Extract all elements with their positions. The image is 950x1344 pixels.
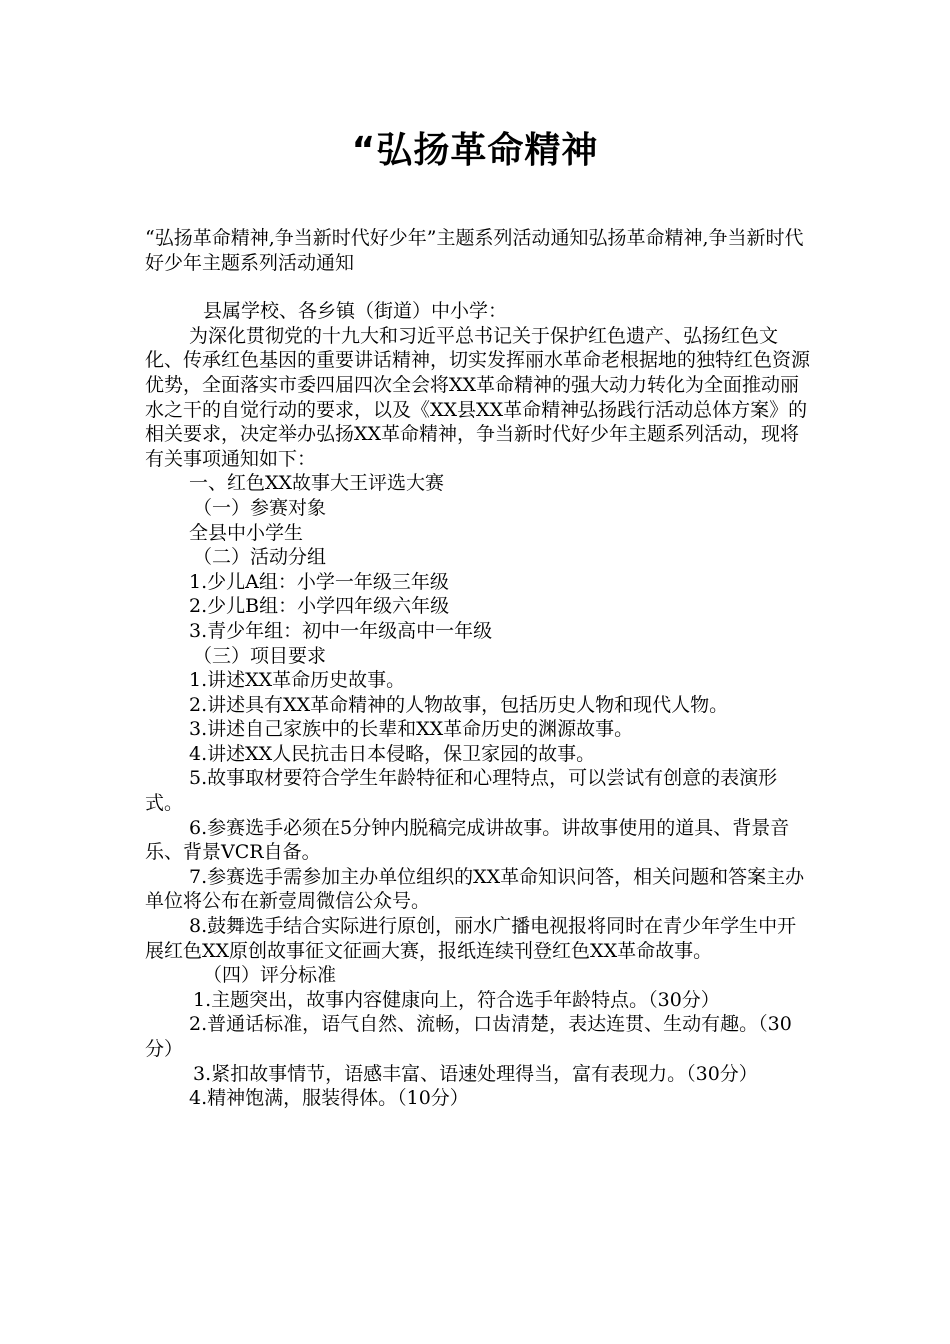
requirement-item: 8.鼓舞选手结合实际进行原创，丽水广播电视报将同时在青少年学生中开展红色XX原创故事征文征画大赛，报纸连续刊登红色XX革命故事。 <box>145 915 797 962</box>
subheading-groups: （二）活动分组 <box>193 546 327 569</box>
scoring-item: 3.紧扣故事情节，语感丰富、语速处理得当，富有表现力。（30分） <box>193 1062 758 1085</box>
scoring-item: 2.普通话标准，语气自然、流畅，口齿清楚，表达连贯、生动有趣。（30分） <box>145 1013 792 1060</box>
requirement-item: 2.讲述具有XX革命精神的人物故事，包括历史人物和现代人物。 <box>189 693 729 716</box>
subheading-scoring: （四）评分标准 <box>203 964 337 987</box>
group-item: 1.少儿A组：小学一年级三年级 <box>189 570 449 593</box>
requirement-item: 3.讲述自己家族中的长辈和XX革命历史的渊源故事。 <box>189 718 634 741</box>
salutation: 县属学校、各乡镇（街道）中小学： <box>203 300 508 323</box>
opening-paragraph: 为深化贯彻党的十九大和习近平总书记关于保护红色遗产、弘扬红色文化、传承红色基因的重要讲话精神，切实发挥丽水革命老根据地的独特红色资源优势，全面落实市委四届四次全会将XX革命精神的强大动力转化为全面推动丽水之干的自觉行动的要求，以及《XX县XX革命精神弘扬践行活动总体方案》的相关要求，决定举办弘扬XX革命精神，争当新时代好少年主题系列活动，现将有关事项通知如下： <box>145 324 811 470</box>
requirement-item: 4.讲述XX人民抗击日本侵略，保卫家园的故事。 <box>189 742 596 765</box>
group-item: 3.青少年组：初中一年级高中一年级 <box>189 619 493 642</box>
subheading-participants: （一）参赛对象 <box>193 496 327 519</box>
requirement-item: 6.参赛选手必须在5分钟内脱稿完成讲故事。讲故事使用的道具、背景音乐、背景VCR自备。 <box>145 816 790 864</box>
document-body <box>145 226 815 1111</box>
requirement-item: 5.故事取材要符合学生年龄特征和心理特点，可以尝试有创意的表演形式。 <box>145 767 778 815</box>
section-heading-1: 一、红色XX故事大王评选大赛 <box>189 472 445 495</box>
scoring-item: 4.精神饱满，服装得体。（10分） <box>189 1087 469 1110</box>
group-item: 2.少儿B组：小学四年级六年级 <box>189 595 450 618</box>
requirement-item: 1.讲述XX革命历史故事。 <box>189 669 406 692</box>
document-title: “弘扬革命精神 <box>351 130 599 171</box>
requirement-item: 7.参赛选手需参加主办单位组织的XX革命知识问答，相关问题和答案主办单位将公布在新壹周微信公众号。 <box>145 865 805 913</box>
participants-text: 全县中小学生 <box>189 521 304 544</box>
intro-paragraph: “弘扬革命精神,争当新时代好少年”主题系列活动通知弘扬革命精神,争当新时代好少年主题系列活动通知 <box>145 227 804 274</box>
scoring-item: 1.主题突出，故事内容健康向上，符合选手年龄特点。（30分） <box>193 988 720 1011</box>
subheading-requirements: （三）项目要求 <box>193 644 327 667</box>
